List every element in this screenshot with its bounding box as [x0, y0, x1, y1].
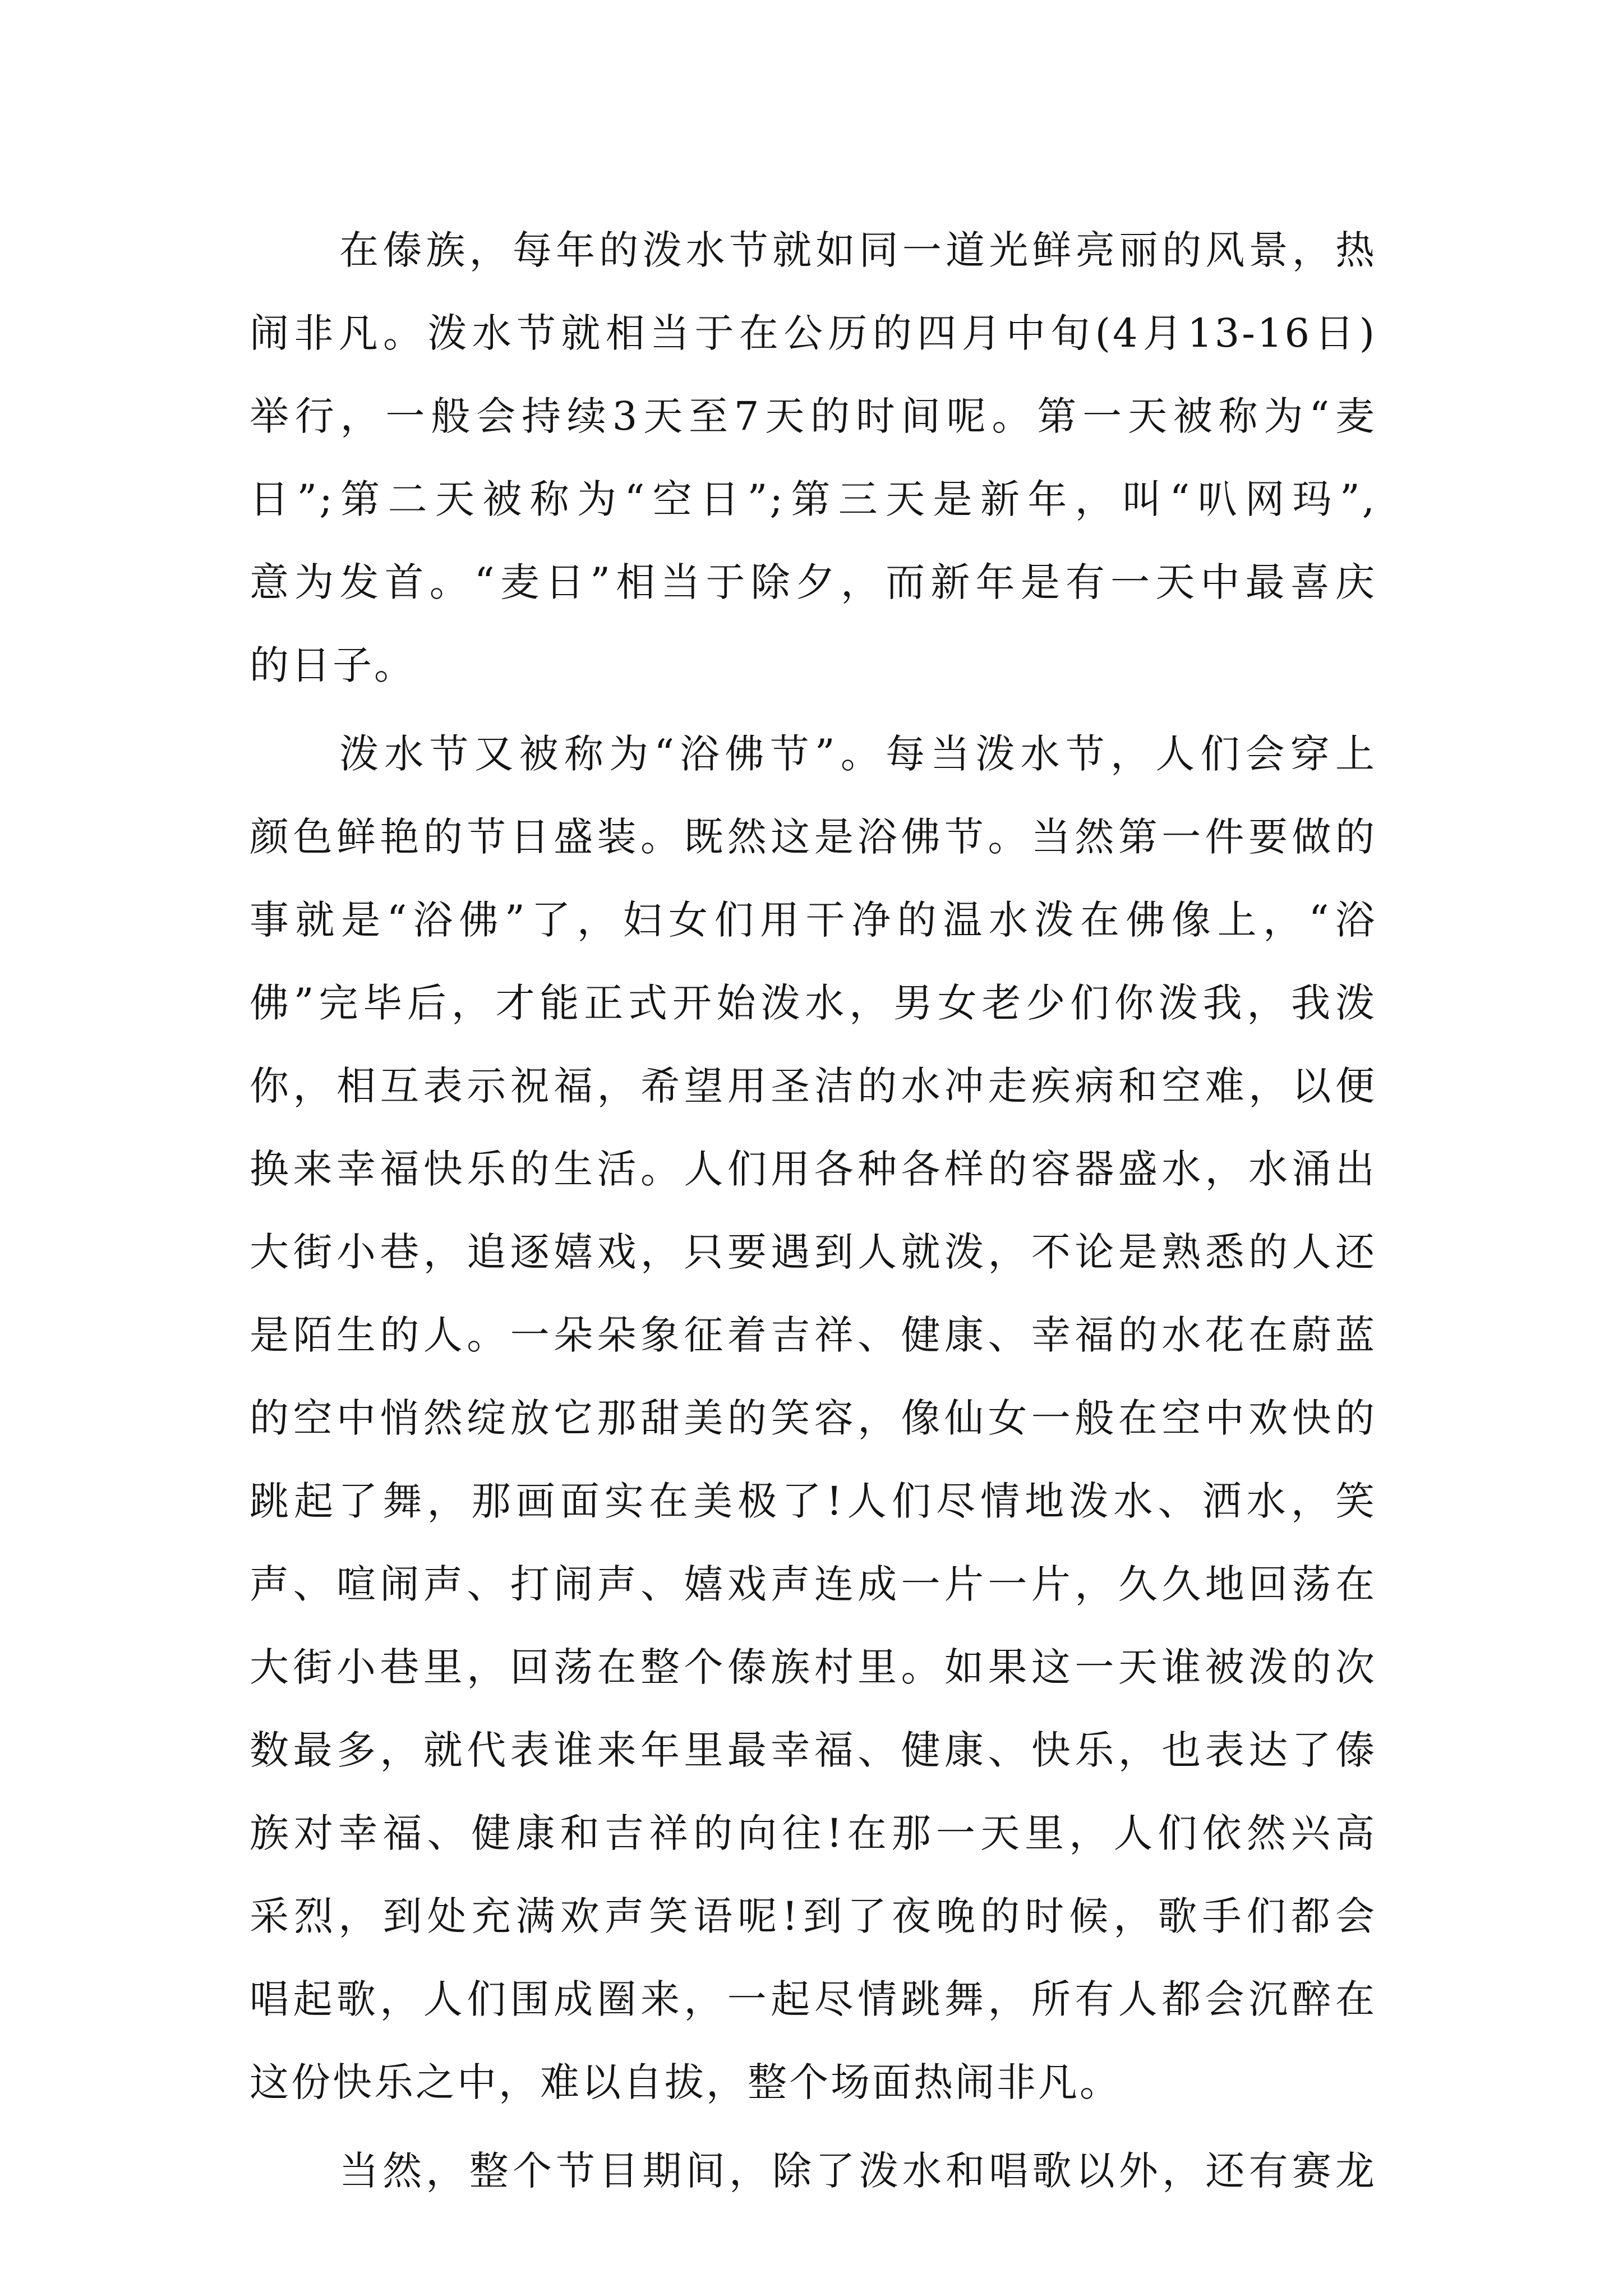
text-line: 泼水节又被称为“浴佛节”。每当泼水节，人们会穿上: [339, 731, 1377, 777]
paragraph-water-festival-intro: [250, 209, 1377, 707]
text-line: 跳起了舞，那画面实在美极了!人们尽情地泼水、洒水，笑: [250, 1478, 1377, 1524]
text-line: 唱起歌，人们围成圈来，一起尽情跳舞，所有人都会沉醉在: [250, 1976, 1377, 2022]
text-line: 的空中悄然绽放它那甜美的笑容，像仙女一般在空中欢快的: [250, 1395, 1377, 1441]
text-line: 事就是“浴佛”了，妇女们用干净的温水泼在佛像上，“浴: [250, 897, 1377, 943]
text-line: 这份快乐之中，难以自拔，整个场面热闹非凡。: [250, 2059, 1121, 2105]
text-line: 你，相互表示祝福，希望用圣洁的水冲走疾病和空难，以便: [250, 1063, 1377, 1109]
text-line: 族对幸福、健康和吉祥的向往!在那一天里，人们依然兴高: [250, 1810, 1377, 1856]
text-line: 当然，整个节目期间，除了泼水和唱歌以外，还有赛龙: [339, 2148, 1377, 2194]
paragraph-spacing: [250, 2124, 1377, 2129]
document-body: [250, 209, 1377, 2212]
text-line: 举行，一般会持续3天至7天的时间呢。第一天被称为“麦: [250, 393, 1377, 439]
paragraph-other-activities: [250, 2129, 1377, 2212]
text-line: 佛”完毕后，才能正式开始泼水，男女老少们你泼我，我泼: [250, 980, 1377, 1026]
text-line: 声、喧闹声、打闹声、嬉戏声连成一片一片，久久地回荡在: [250, 1561, 1377, 1607]
text-line: 颜色鲜艳的节日盛装。既然这是浴佛节。当然第一件要做的: [250, 814, 1377, 860]
paragraph-bathing-buddha: [250, 712, 1377, 2124]
text-line: 闹非凡。泼水节就相当于在公历的四月中旬(4月13-16日): [250, 310, 1377, 356]
text-line: 的日子。: [250, 642, 416, 688]
text-line: 在傣族，每年的泼水节就如同一道光鲜亮丽的风景，热: [339, 227, 1377, 273]
text-line: 日”;第二天被称为“空日”;第三天是新年，叫“叭网玛”,: [250, 476, 1377, 522]
text-line: 大街小巷里，回荡在整个傣族村里。如果这一天谁被泼的次: [250, 1644, 1377, 1690]
text-line: 采烈，到处充满欢声笑语呢!到了夜晚的时候，歌手们都会: [250, 1893, 1377, 1939]
text-line: 数最多，就代表谁来年里最幸福、健康、快乐，也表达了傣: [250, 1727, 1377, 1773]
text-line: 意为发首。“麦日”相当于除夕，而新年是有一天中最喜庆: [250, 559, 1377, 605]
text-line: 大街小巷，追逐嬉戏，只要遇到人就泼，不论是熟悉的人还: [250, 1229, 1377, 1275]
text-line: 换来幸福快乐的生活。人们用各种各样的容器盛水，水涌出: [250, 1146, 1377, 1192]
paragraph-spacing: [250, 707, 1377, 712]
text-line: 是陌生的人。一朵朵象征着吉祥、健康、幸福的水花在蔚蓝: [250, 1312, 1377, 1358]
